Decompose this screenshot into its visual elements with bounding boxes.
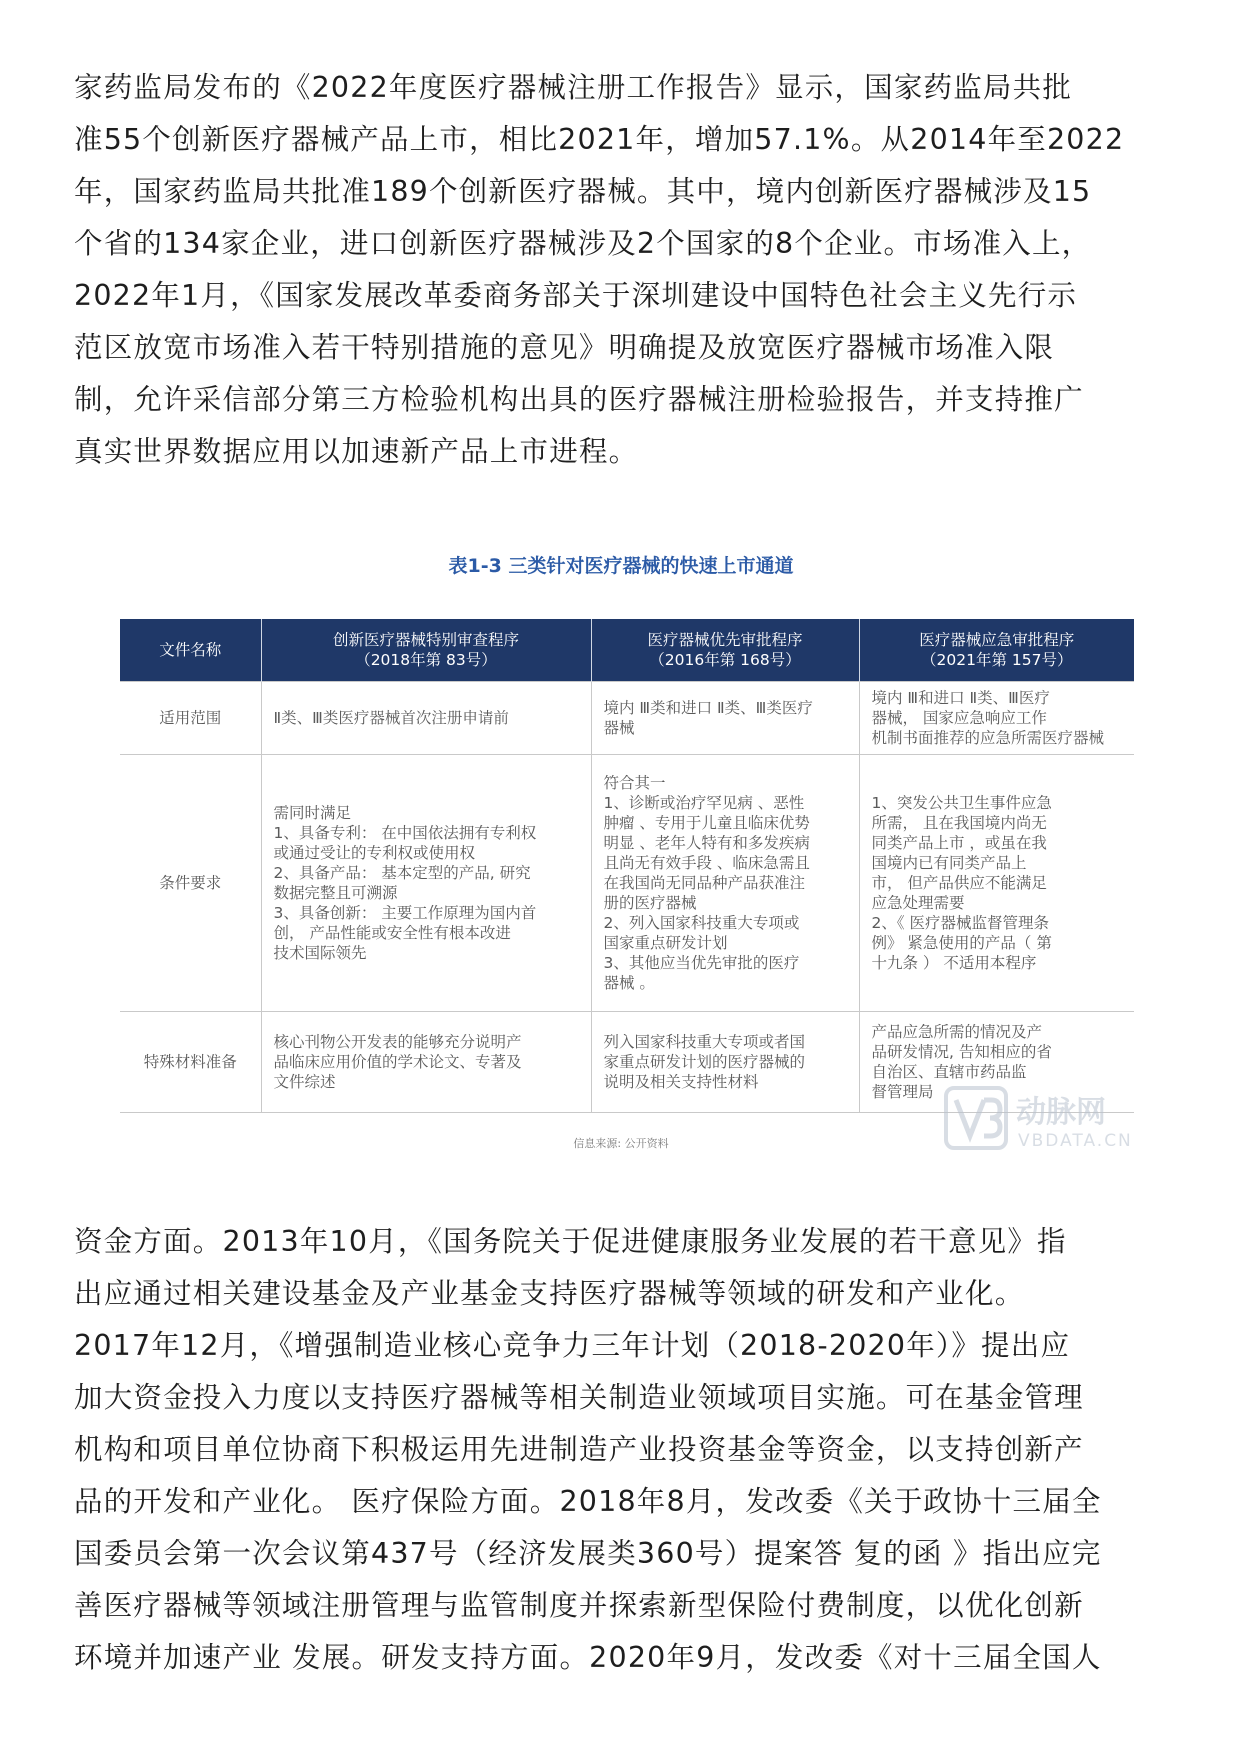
paragraph-line: 善医疗器械等领域注册管理与监管制度并探索新型保险付费制度，以优化创新 [74, 1589, 1084, 1622]
header-line: 医疗器械应急审批程序 [919, 631, 1075, 649]
paragraph-line: 真实世界数据应用以加速新产品上市进程。 [74, 435, 639, 468]
cell-line: 在我国尚无同品种产品获准注 [603, 874, 806, 892]
header-line: 医疗器械优先审批程序 [647, 631, 803, 649]
cell-line: 需同时满足 [273, 804, 352, 822]
fast-track-table [120, 619, 1134, 1113]
cell-line: 十九条 ） 不适用本程序 [871, 954, 1037, 972]
paragraph-line: 2022年1月，《国家发展改革委商务部关于深圳建设中国特色社会主义先行示 [74, 279, 1078, 312]
table-cell [261, 682, 591, 755]
vbdata-watermark [944, 1084, 1160, 1152]
table-title: 表1-3 三类针对医疗器械的快速上市通道 [448, 555, 794, 577]
header-line: （2021年第 157号） [921, 651, 1073, 669]
header-line: 文件名称 [159, 641, 222, 659]
paragraph-line: 制，允许采信部分第三方检验机构出具的医疗器械注册检验报告，并支持推广 [74, 383, 1084, 416]
cell-line: 符合其一 [603, 774, 666, 792]
cell-line: 核心刊物公开发表的能够充分说明产 [273, 1033, 522, 1051]
cell-line: 1、突发公共卫生事件应急 [871, 794, 1052, 812]
cell-line: 国家重点研发计划 [603, 934, 728, 952]
cell-line: 器械， 国家应急响应工作 [871, 709, 1047, 727]
row-label: 适用范围 [120, 682, 261, 755]
row-label: 条件要求 [120, 755, 261, 1012]
cell-line: 1、诊断或治疗罕见病 、恶性 [603, 794, 805, 812]
cell-line: 说明及相关支持性材料 [603, 1073, 759, 1091]
body-paragraph-1 [74, 62, 1170, 478]
cell-line: 2、《 医疗器械监督管理条 [871, 914, 1050, 932]
cell-line: 肿瘤 、专用于儿童且临床优势 [603, 814, 810, 832]
header-cell [591, 619, 859, 682]
cell-line: 同类产品上市 ，或虽在我 [871, 834, 1047, 852]
watermark-en: VBDATA.CN [1018, 1131, 1133, 1151]
source-note: 信息来源: 公开资料 [573, 1137, 669, 1150]
cell-line: 境内 Ⅲ和进口 Ⅱ类、Ⅲ医疗 [871, 689, 1050, 707]
table-row [120, 755, 1134, 1012]
cell-line: 器械 。 [603, 974, 655, 992]
paragraph-line: 资金方面。2013年10月，《国务院关于促进健康服务业发展的若干意见》指 [74, 1225, 1067, 1258]
header-cell [120, 619, 261, 682]
cell-line: 文件综述 [273, 1073, 336, 1091]
header-cell [859, 619, 1134, 682]
cell-line: 器械 [603, 719, 635, 737]
paragraph-line: 国委员会第一次会议第437号（经济发展类360号）提案答 复的函 》指出应完 [74, 1537, 1102, 1570]
paragraph-line: 个省的134家企业，进口创新医疗器械涉及2个国家的8个企业。市场准入上， [74, 227, 1092, 260]
cell-line: 产品应急所需的情况及产 [871, 1023, 1043, 1041]
cell-line: 督管理局 [871, 1083, 934, 1101]
table-cell [261, 1012, 591, 1113]
cell-line: 技术国际领先 [273, 944, 367, 962]
table-header-row [120, 619, 1134, 682]
row-label: 特殊材料准备 [120, 1012, 261, 1113]
cell-line: 自治区、直辖市药品监 [871, 1063, 1027, 1081]
vb-logo-icon [946, 1088, 1006, 1148]
table-cell [591, 682, 859, 755]
table-cell [261, 755, 591, 1012]
paragraph-line: 年，国家药监局共批准189个创新医疗器械。其中，境内创新医疗器械涉及15 [74, 175, 1092, 208]
cell-line: 品临床应用价值的学术论文、专著及 [273, 1053, 522, 1071]
cell-line: 所需， 且在我国境内尚无 [871, 814, 1047, 832]
watermark-cn: 动脉网 [1016, 1095, 1106, 1130]
cell-line: 2、具备产品： 基本定型的产品, 研究 [273, 864, 531, 882]
paragraph-line: 出应通过相关建设基金及产业基金支持医疗器械等领域的研发和产业化。 [74, 1277, 1025, 1310]
cell-line: 品研发情况, 告知相应的省 [871, 1043, 1052, 1061]
cell-line: 册的医疗器械 [603, 894, 697, 912]
cell-line: 且尚无有效手段 、临床急需且 [603, 854, 810, 872]
cell-line: 列入国家科技重大专项或者国 [603, 1033, 806, 1051]
header-line: （2016年第 168号） [649, 651, 801, 669]
table-row [120, 682, 1134, 755]
cell-line: 应急处理需要 [871, 894, 965, 912]
cell-line: 明显 、老年人特有和多发疾病 [603, 834, 810, 852]
cell-line: 例》 紧急使用的产品（ 第 [871, 934, 1052, 952]
paragraph-line: 准55个创新医疗器械产品上市，相比2021年，增加57.1%。从2014年至2022 [74, 123, 1125, 156]
paragraph-line: 2017年12月，《增强制造业核心竞争力三年计划（2018-2020年）》提出应 [74, 1329, 1071, 1362]
cell-line: Ⅱ类、Ⅲ类医疗器械首次注册申请前 [273, 709, 509, 727]
paragraph-line: 机构和项目单位协商下积极运用先进制造产业投资基金等资金，以支持创新产 [74, 1433, 1084, 1466]
cell-line: 或通过受让的专利权或使用权 [273, 844, 476, 862]
paragraph-line: 加大资金投入力度以支持医疗器械等相关制造业领域项目实施。可在基金管理 [74, 1381, 1084, 1414]
cell-line: 家重点研发计划的医疗器械的 [603, 1053, 806, 1071]
header-line: （2018年第 83号） [355, 651, 497, 669]
header-cell [261, 619, 591, 682]
cell-line: 国境内已有同类产品上 [871, 854, 1027, 872]
paragraph-line: 环境并加速产业 发展。研发支持方面。2020年9月，发改委《对十三届全国人 [74, 1641, 1102, 1674]
paragraph-line: 家药监局发布的《2022年度医疗器械注册工作报告》显示，国家药监局共批 [74, 71, 1073, 104]
cell-line: 创， 产品性能或安全性有根本改进 [273, 924, 511, 942]
body-paragraph-2 [74, 1216, 1170, 1684]
table-cell [591, 1012, 859, 1113]
cell-line: 机制书面推荐的应急所需医疗器械 [871, 729, 1105, 747]
table-cell [591, 755, 859, 1012]
cell-line: 市， 但产品供应不能满足 [871, 874, 1047, 892]
paragraph-line: 品的开发和产业化。 医疗保险方面。2018年8月，发改委《关于政协十三届全 [74, 1485, 1102, 1518]
cell-line: 3、具备创新： 主要工作原理为国内首 [273, 904, 537, 922]
table-cell [859, 755, 1134, 1012]
paragraph-line: 范区放宽市场准入若干特别措施的意见》明确提及放宽医疗器械市场准入限 [74, 331, 1055, 364]
cell-line: 数据完整且可溯源 [273, 884, 398, 902]
cell-line: 3、其他应当优先审批的医疗 [603, 954, 800, 972]
cell-line: 境内 Ⅲ类和进口 Ⅱ类、Ⅲ类医疗 [603, 699, 813, 717]
cell-line: 2、列入国家科技重大专项或 [603, 914, 800, 932]
cell-line: 1、具备专利： 在中国依法拥有专利权 [273, 824, 537, 842]
header-line: 创新医疗器械特别审查程序 [332, 631, 519, 649]
table-cell [859, 682, 1134, 755]
